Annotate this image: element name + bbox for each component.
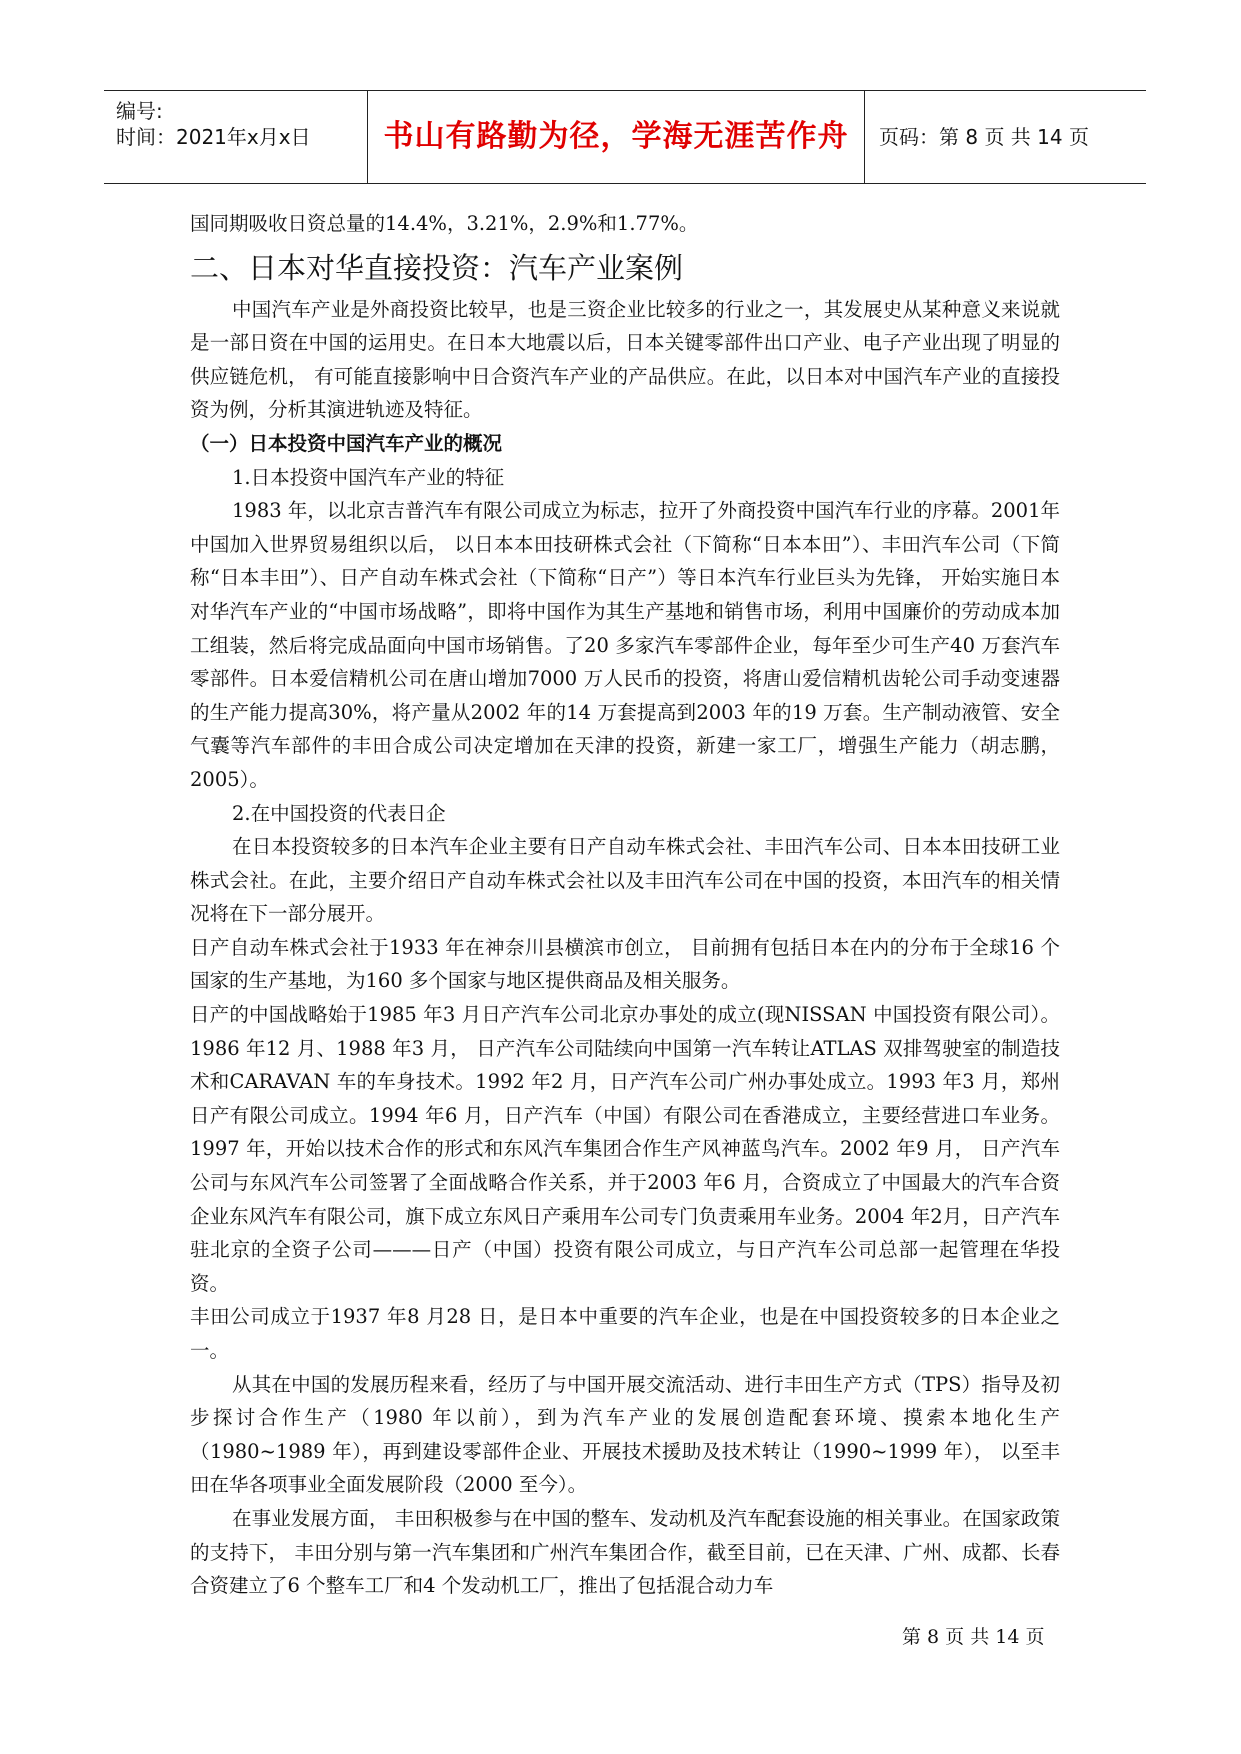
paragraph-toyota-business: 在事业发展方面， 丰田积极参与在中国的整车、发动机及汽车配套设施的相关事业。在国家政策的支持下， 丰田分别与第一汽车集团和广州汽车集团合作，截至目前，已在天津、广州、成都、长春合资建立了6 个整车工厂和4 个发动机工厂，推出了包括混合动力车 <box>190 1506 1060 1598</box>
paragraph-history: 1983 年，以北京吉普汽车有限公司成立为标志，拉开了外商投资中国汽车行业的序幕。2001年中国加入世界贸易组织以后， 以日本本田技研株式会社（下简称“日本本田”）、丰田汽车公司（下简称“日本丰田”）、日产自动车株式会社（下简称“日产”）等日本汽车行业巨头为先锋， 开始实施日本对华汽车产业的“中国市场战略”，即将中国作为其生产基地和销售市场，利用中国廉价的劳动成本加工组装，然后将完成品面向中国市场销售。了20 多家汽车零部件企业，每年至少可生产40 万套汽车零部件。日本爱信精机公司在唐山增加7000 万人民币的投资，将唐山爱信精机齿轮公司手动变速器的生产能力提高30%，将产量从2002 年的14 万套提高到2003 年的19 万套。生产制动液管、安全气囊等汽车部件的丰田合成公司决定增加在天津的投资，新建一家工厂，增强生产能力（胡志鹏，2005）。 <box>190 499 1060 791</box>
paragraph-toyota-intro: 丰田公司成立于1937 年8 月28 日，是日本中重要的汽车企业，也是在中国投资较多的日本企业之一。 <box>190 1305 1060 1362</box>
page-footer-number: 第 8 页 共 14 页 <box>902 1626 1045 1648</box>
sub-heading-2: 2.在中国投资的代表日企 <box>232 801 446 825</box>
section-heading: 二、日本对华直接投资：汽车产业案例 <box>190 250 684 285</box>
paragraph-toyota-history: 从其在中国的发展历程来看，经历了与中国开展交流活动、进行丰田生产方式（TPS）指导及初步探讨合作生产（1980 年以前），到为汽车产业的发展创造配套环境、摸索本地化生产（1980~1989 年），再到建设零部件企业、开展技术援助及技术转让（1990~1999 年）， 以至丰田在华各项事业全面发展阶段（2000 至今）。 <box>190 1372 1060 1497</box>
paragraph-nissan-intro: 日产自动车株式会社于1933 年在神奈川县横滨市创立， 目前拥有包括日本在内的分布于全球16 个国家的生产基地，为160 多个国家与地区提供商品及相关服务。 <box>190 935 1060 993</box>
document-time-label: 时间：2021年x月x日 <box>116 125 311 149</box>
subsection-heading: （一）日本投资中国汽车产业的概况 <box>190 431 503 455</box>
paragraph-nissan-strategy: 日产的中国战略始于1985 年3 月日产汽车公司北京办事处的成立(现NISSAN 中国投资有限公司）。1986 年12 月、1988 年3 月， 日产汽车公司陆续向中国第一汽车转让ATLAS 双排驾驶室的制造技术和CARAVAN 车的车身技术。1992 年2 月，日产汽车公司广州办事处成立。1993 年3 月，郑州日产有限公司成立。1994 年6 月，日产汽车（中国）有限公司在香港成立，主要经营进口车业务。1997 年，开始以技术合作的形式和东风汽车集团合作生产风神蓝鸟汽车。2002 年9 月， 日产汽车公司与东风汽车公司签署了全面战略合作关系，并于2003 年6 月，合资成立了中国最大的汽车合资企业东风汽车有限公司，旗下成立东风日产乘用车公司专门负责乘用车业务。2004 年2月，日产汽车驻北京的全资子公司———日产（中国）投资有限公司成立，与日产汽车公司总部一起管理在华投资。 <box>190 1003 1060 1295</box>
header-meta-cell <box>104 91 368 183</box>
header-motto: 书山有路勤为径，学海无涯苦作舟 <box>368 91 865 183</box>
header-page-code: 页码：第 8 页 共 14 页 <box>879 125 1089 149</box>
paragraph-intro: 中国汽车产业是外商投资比较早，也是三资企业比较多的行业之一，其发展史从某种意义来说就是一部日资在中国的运用史。在日本大地震以后，日本关键零部件出口产业、电子产业出现了明显的供应链危机， 有可能直接影响中日合资汽车产业的产品供应。在此，以日本对中国汽车产业的直接投资为例，分析其演进轨迹及特征。 <box>190 297 1060 422</box>
paragraph-representative-firms: 在日本投资较多的日本汽车企业主要有日产自动车株式会社、丰田汽车公司、日本本田技研工业株式会社。在此，主要介绍日产自动车株式会社以及丰田汽车公司在中国的投资，本田汽车的相关情况将在下一部分展开。 <box>190 835 1060 926</box>
document-body <box>190 207 1060 1603</box>
page-header <box>104 90 1146 184</box>
sub-heading-1: 1.日本投资中国汽车产业的特征 <box>232 465 505 489</box>
document-number-label: 编号: <box>116 99 163 123</box>
paragraph-continuation: 国同期吸收日资总量的14.4%，3.21%，2.9%和1.77%。 <box>190 212 699 235</box>
